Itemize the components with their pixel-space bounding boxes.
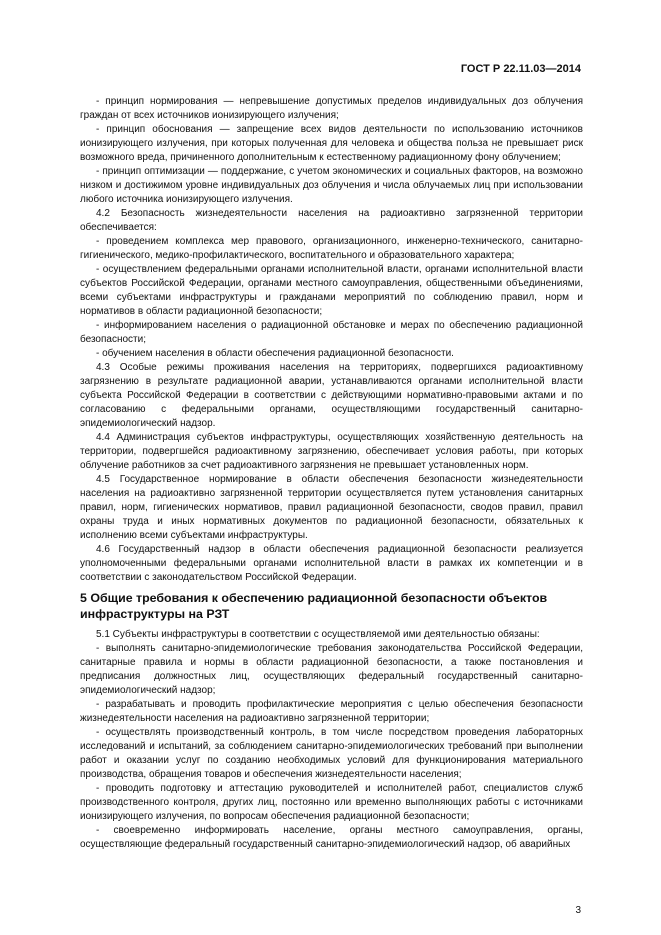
section5-paragraphs bbox=[80, 628, 583, 852]
document-body bbox=[80, 95, 583, 852]
paragraph: - принцип оптимизации — поддержание, с учетом экономических и социальных факторов, на возможно низком и достижимом уровне индивидуальных доз облучения и числа облучаемых лиц при использовании любого источника ионизирующего излучения. bbox=[80, 166, 583, 205]
paragraph: 4.5 Государственное нормирование в области обеспечения безопасности жизнедеятельности населения на радиоактивно загрязненной территории осуществляется путем установления санитарных правил, норм, гигиенических нормативов, правил радиационной безопасности, сводов правил, правил охраны труда и иных нормативных документов по радиационной безопасности, обязательных к исполнению всеми субъектами инфраструктуры. bbox=[80, 474, 583, 541]
paragraph: - разрабатывать и проводить профилактические мероприятия с целью обеспечения безопасности жизнедеятельности населения на радиоактивно загрязненной территории; bbox=[80, 699, 583, 724]
page-number: 3 bbox=[575, 905, 581, 916]
paragraph: - принцип обоснования — запрещение всех видов деятельности по использованию источников ионизирующего излучения, при которых полученная для человека и общества польза не превышает риск возможного вреда, причиненного дополнительным к естественному радиационному фону облучением; bbox=[80, 124, 583, 163]
paragraph: 4.3 Особые режимы проживания населения на территориях, подвергшихся радиоактивному загрязнению в результате радиационной аварии, устанавливаются органами исполнительной власти субъекта Российской Федерации в соответствии с действующими нормативно-правовыми актами и по согласованию с федеральными органами, осуществляющими государственный санитарно-эпидемиологический надзор. bbox=[80, 362, 583, 429]
paragraph: - проведением комплекса мер правового, организационного, инженерно-технического, санитарно-гигиенического, медико-профилактического, воспитательного и образовательного характера; bbox=[80, 236, 583, 261]
paragraph: - принцип нормирования — непревышение допустимых пределов индивидуальных доз облучения граждан от всех источников ионизирующего излучения; bbox=[80, 96, 583, 121]
paragraph: - осуществлять производственный контроль, в том числе посредством проведения лабораторных исследований и испытаний, за соблюдением санитарно-эпидемиологических требований при выполнении работ и оказании услуг по созданию необходимых условий для функционирования материального производства, обращения товаров и обеспечения жизнедеятельности населения; bbox=[80, 727, 583, 780]
paragraph: - информированием населения о радиационной обстановке и мерах по обеспечению радиационной безопасности; bbox=[80, 320, 583, 345]
paragraph: 4.6 Государственный надзор в области обеспечения радиационной безопасности реализуется уполномоченными федеральными органами исполнительной власти в рамках их компетенции и в соответствии с законодательством Российской Федерации. bbox=[80, 544, 583, 583]
paragraph: - своевременно информировать население, органы местного самоуправления, органы, осуществляющие федеральный государственный санитарно-эпидемиологический надзор, об аварийных bbox=[80, 825, 583, 850]
paragraph: - обучением населения в области обеспечения радиационной безопасности. bbox=[96, 348, 454, 359]
paragraph: 4.4 Администрация субъектов инфраструктуры, осуществляющих хозяйственную деятельность на территории, подвергшейся радиоактивному загрязнению, обеспечивает условия работы, при которых облучение работников за счет радиоактивного загрязнения не превышает установленных норм. bbox=[80, 432, 583, 471]
paragraph: 5.1 Субъекты инфраструктуры в соответствии с осуществляемой ими деятельностью обязаны: bbox=[96, 629, 540, 640]
paragraph: 4.2 Безопасность жизнедеятельности населения на радиоактивно загрязненной территории обеспечивается: bbox=[80, 208, 583, 233]
paragraph: - выполнять санитарно-эпидемиологические требования законодательства Российской Федерации, санитарные правила и нормы в области радиационной безопасности, а также постановления и предписания должностных лиц, осуществляющих федеральный государственный санитарно-эпидемиологический надзор; bbox=[80, 643, 583, 696]
section4-paragraphs bbox=[80, 95, 583, 585]
section-5-heading: 5 Общие требования к обеспечению радиационной безопасности объектов инфраструктуры на РЗТ bbox=[80, 591, 548, 621]
paragraph: - проводить подготовку и аттестацию руководителей и исполнителей работ, специалистов служб производственного контроля, других лиц, постоянно или временно выполняющих работы с источниками ионизирующего излучения, по вопросам обеспечения радиационной безопасности; bbox=[80, 783, 583, 822]
paragraph: - осуществлением федеральными органами исполнительной власти, органами исполнительной власти субъектов Российской Федерации, органами местного самоуправления, общественными объединениями, всеми субъектами инфраструктуры и гражданами мероприятий по соблюдению правил, норм и нормативов в области радиационной безопасности; bbox=[80, 264, 583, 317]
document-code-header: ГОСТ Р 22.11.03—2014 bbox=[460, 63, 581, 75]
